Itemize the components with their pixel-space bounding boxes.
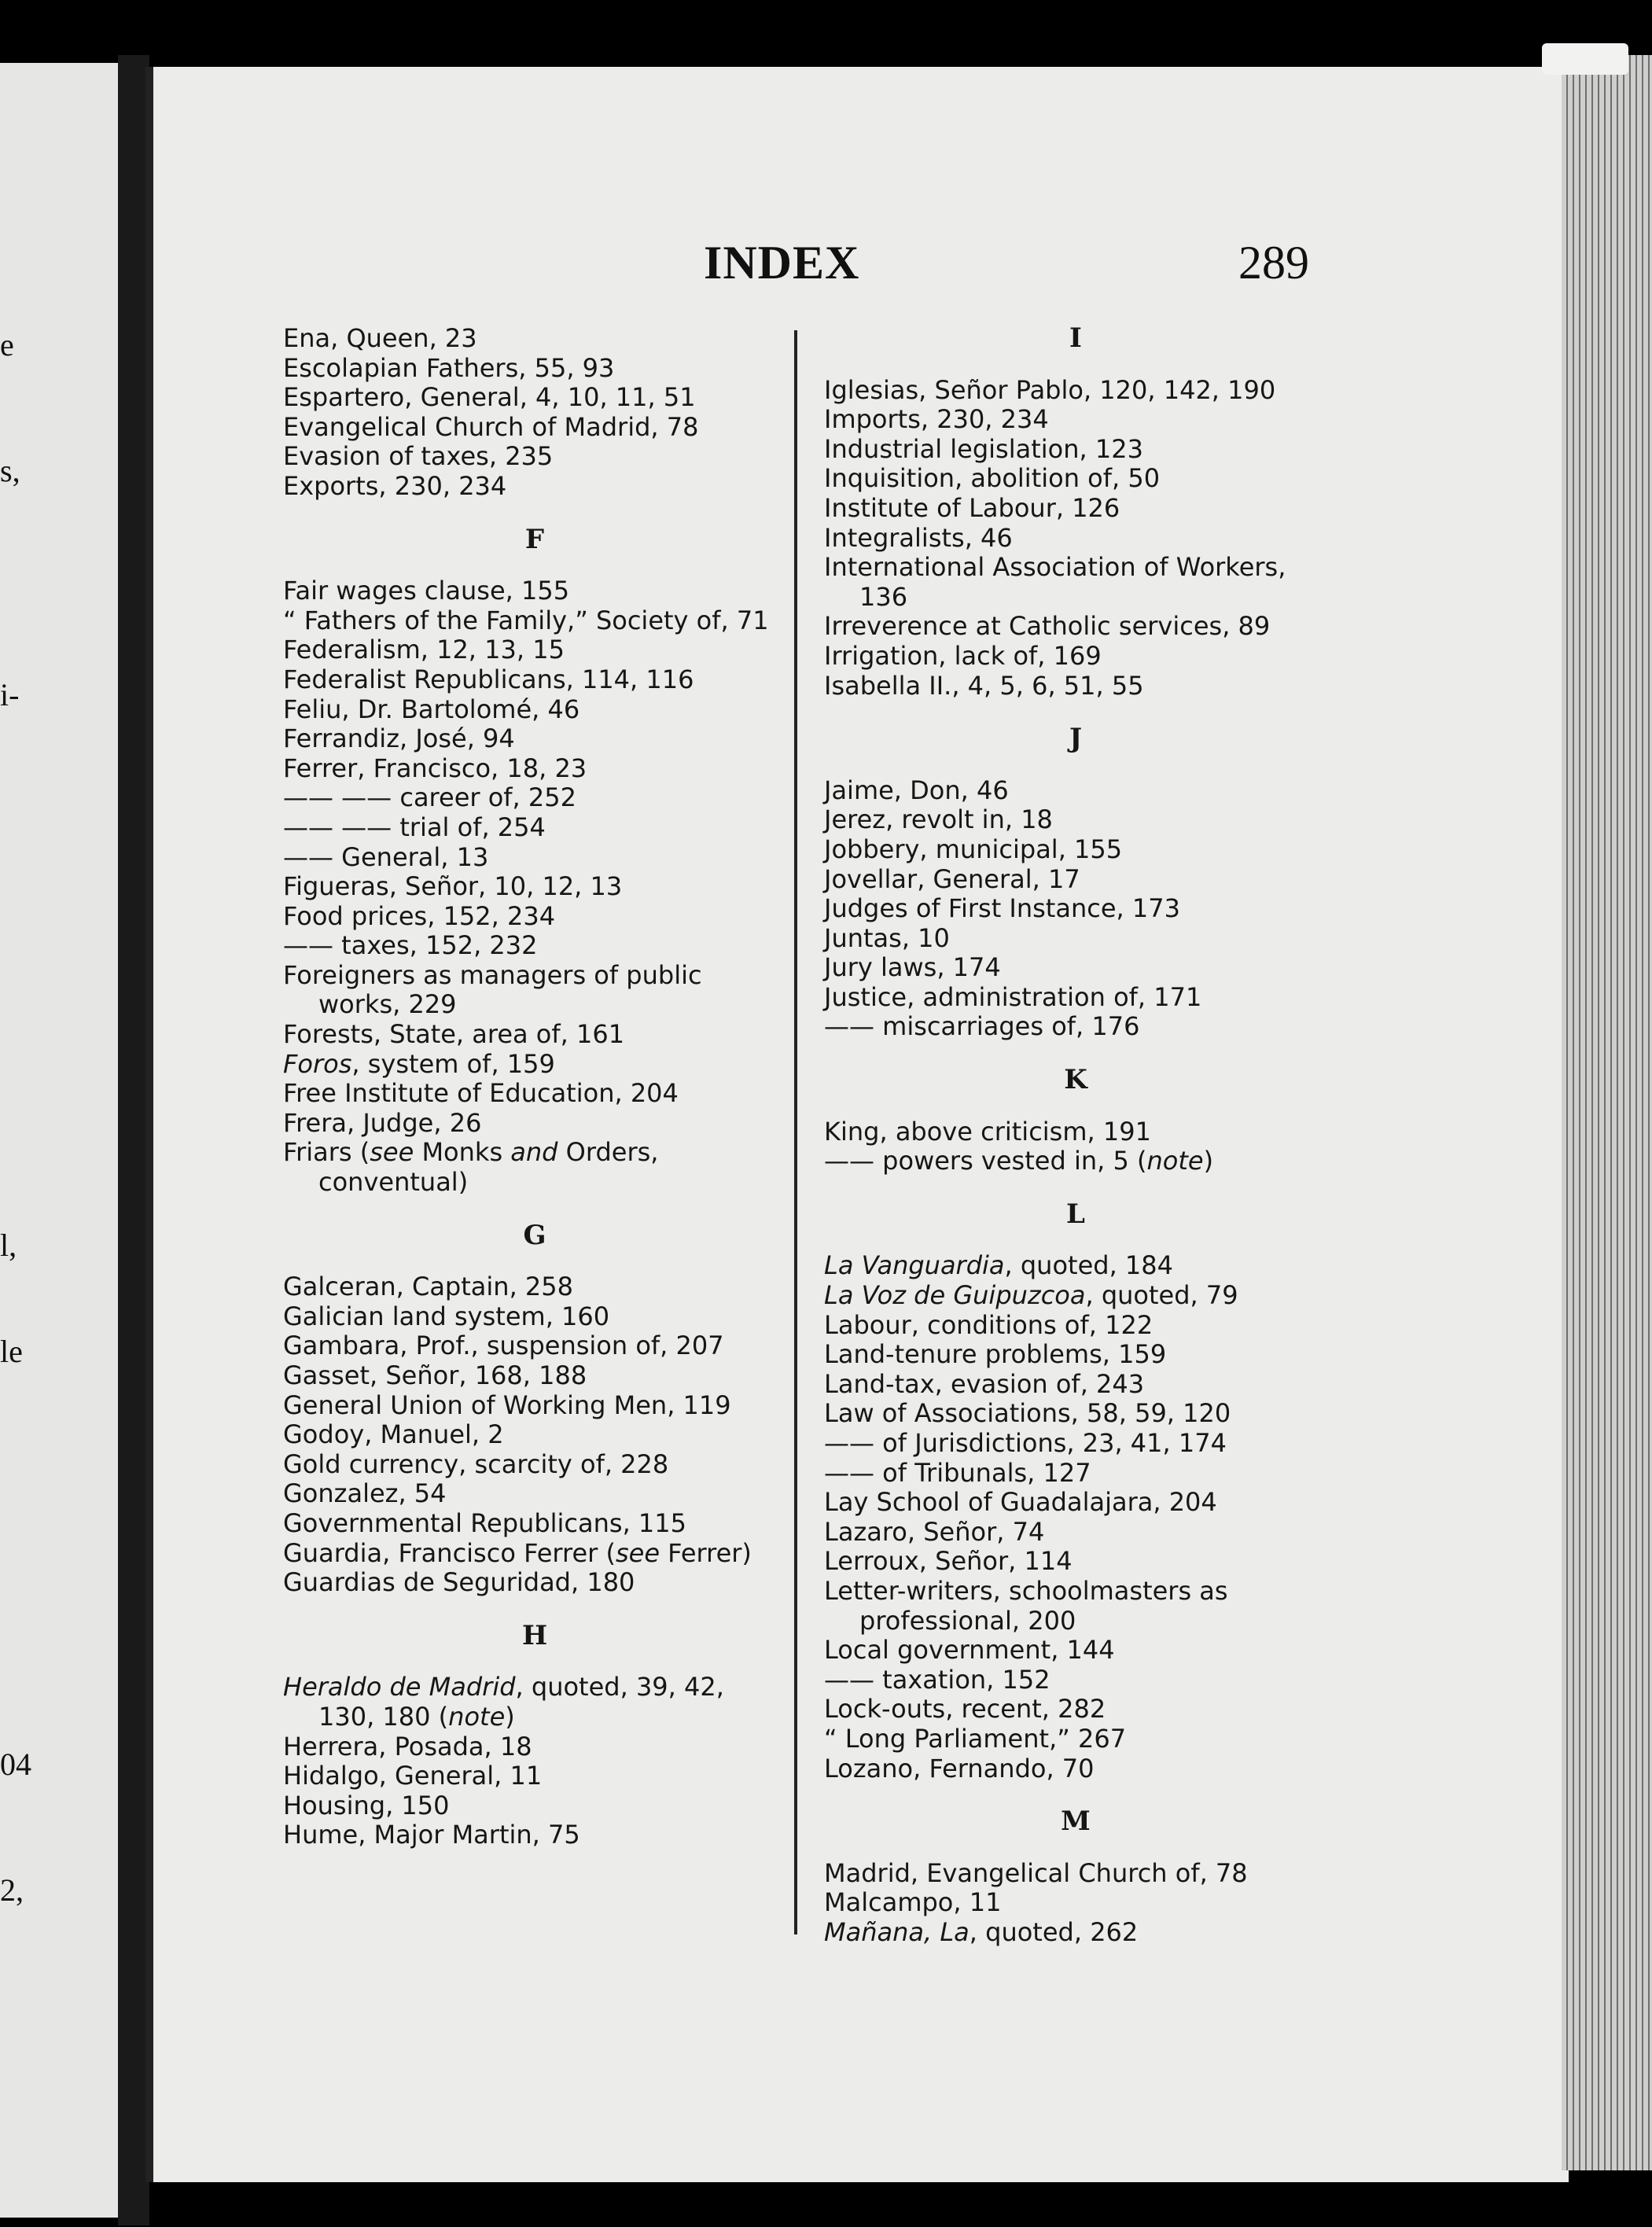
- index-entry: Evangelical Church of Madrid, 78: [283, 411, 699, 442]
- index-entry: Jovellar, General, 17: [824, 863, 1080, 894]
- index-entry: La Voz de Guipuzcoa, quoted, 79: [824, 1280, 1238, 1311]
- section-letter: K: [1064, 1064, 1087, 1096]
- index-entry: Imports, 230, 234: [824, 404, 1049, 435]
- index-entry: Friars (see Monks and Orders, conventual): [283, 1137, 659, 1198]
- index-entry: Inquisition, abolition of, 50: [824, 463, 1161, 494]
- index-entry: Institute of Labour, 126: [824, 492, 1120, 523]
- page-title: INDEX: [704, 237, 860, 289]
- section-letter: H: [521, 1619, 548, 1651]
- index-entry: Forests, State, area of, 161: [283, 1019, 625, 1050]
- section-letter: G: [523, 1219, 546, 1251]
- index-entry: Judges of First Instance, 173: [824, 893, 1180, 924]
- index-entry: —— miscarriages of, 176: [824, 1011, 1140, 1042]
- index-entry: La Vanguardia, quoted, 184: [824, 1250, 1173, 1281]
- index-entry: Malcampo, 11: [824, 1887, 1002, 1918]
- prev-page-fragment: 2,: [0, 1872, 24, 1908]
- index-entry: Hidalgo, General, 11: [283, 1761, 543, 1791]
- index-column-right: [824, 324, 1327, 1948]
- index-entry: Iglesias, Señor Pablo, 120, 142, 190: [824, 374, 1276, 405]
- index-entry: Figueras, Señor, 10, 12, 13: [283, 871, 623, 902]
- index-entry: Jobbery, municipal, 155: [824, 834, 1123, 864]
- index-entry: Frera, Judge, 26: [283, 1107, 482, 1138]
- section-letter: J: [1069, 723, 1083, 755]
- page-edges: [1562, 55, 1652, 2170]
- section-letter: L: [1066, 1198, 1085, 1230]
- index-entry: International Association of Workers, 136: [824, 552, 1286, 612]
- index-entry: Escolapian Fathers, 55, 93: [283, 352, 615, 383]
- index-entry: Madrid, Evangelical Church of, 78: [824, 1857, 1248, 1888]
- index-entry: Mañana, La, quoted, 262: [824, 1916, 1139, 1947]
- index-entry: —— powers vested in, 5 (note): [824, 1146, 1214, 1176]
- index-entry: Galceran, Captain, 258: [283, 1272, 573, 1302]
- index-entry: Food prices, 152, 234: [283, 900, 556, 931]
- index-entry: Hume, Major Martin, 75: [283, 1820, 580, 1850]
- index-entry: “ Long Parliament,” 267: [824, 1723, 1127, 1754]
- index-entry: Labour, conditions of, 122: [824, 1309, 1153, 1340]
- index-entry: Lozano, Fernando, 70: [824, 1753, 1095, 1783]
- index-entry: Lazaro, Señor, 74: [824, 1516, 1045, 1547]
- index-entry: Jerez, revolt in, 18: [824, 804, 1053, 835]
- index-entry: —— —— career of, 252: [283, 782, 576, 813]
- prev-page-fragment: i-: [0, 677, 20, 712]
- index-entry: Integralists, 46: [824, 522, 1013, 553]
- index-entry: Industrial legislation, 123: [824, 433, 1143, 464]
- index-entry: Jaime, Don, 46: [824, 775, 1009, 805]
- index-entry: Law of Associations, 58, 59, 120: [824, 1398, 1231, 1429]
- index-entry: “ Fathers of the Family,” Society of, 71: [283, 605, 769, 635]
- index-entry: Local government, 144: [824, 1635, 1115, 1666]
- index-entry: Ferrandiz, José, 94: [283, 723, 515, 754]
- index-entry: Ena, Queen, 23: [283, 323, 477, 353]
- index-entry: Federalism, 12, 13, 15: [283, 635, 565, 665]
- index-entry: Espartero, General, 4, 10, 11, 51: [283, 382, 696, 413]
- prev-page-fragment: 04: [0, 1747, 31, 1782]
- index-entry: General Union of Working Men, 119: [283, 1390, 731, 1420]
- index-entry: Exports, 230, 234: [283, 470, 507, 501]
- page-number: 289: [1238, 237, 1309, 289]
- index-entry: Guardias de Seguridad, 180: [283, 1567, 635, 1598]
- previous-page-edge: [0, 63, 118, 2218]
- index-entry: Guardia, Francisco Ferrer (see Ferrer): [283, 1537, 752, 1568]
- section-letter: I: [1069, 322, 1082, 354]
- index-entry: Jury laws, 174: [824, 952, 1001, 983]
- index-entry: —— —— trial of, 254: [283, 812, 546, 842]
- index-entry: Feliu, Dr. Bartolomé, 46: [283, 694, 580, 724]
- index-entry: —— taxes, 152, 232: [283, 930, 538, 961]
- section-letter: M: [1061, 1806, 1091, 1838]
- index-entry: —— of Jurisdictions, 23, 41, 174: [824, 1428, 1227, 1458]
- index-entry: Gonzalez, 54: [283, 1478, 447, 1509]
- index-entry: Lerroux, Señor, 114: [824, 1546, 1073, 1577]
- index-entry: Foros, system of, 159: [283, 1048, 555, 1079]
- book-spine-gutter: [118, 55, 149, 2225]
- index-entry: Land-tax, evasion of, 243: [824, 1368, 1145, 1399]
- index-entry: Herrera, Posada, 18: [283, 1731, 532, 1761]
- index-entry: Irreverence at Catholic services, 89: [824, 611, 1271, 642]
- prev-page-fragment: s,: [0, 453, 20, 488]
- index-entry: Letter-writers, schoolmasters as professional, 200: [824, 1575, 1228, 1636]
- column-divider: [794, 330, 797, 1934]
- index-entry: Heraldo de Madrid, quoted, 39, 42, 130, 180 (note): [283, 1672, 724, 1732]
- index-entry: Housing, 150: [283, 1790, 450, 1820]
- index-entry: Godoy, Manuel, 2: [283, 1419, 504, 1450]
- paper-tab: [1542, 43, 1628, 75]
- index-entry: Federalist Republicans, 114, 116: [283, 664, 694, 694]
- index-entry: Free Institute of Education, 204: [283, 1078, 679, 1109]
- index-entry: Gold currency, scarcity of, 228: [283, 1448, 669, 1479]
- index-entry: Galician land system, 160: [283, 1301, 610, 1331]
- index-entry: Gasset, Señor, 168, 188: [283, 1360, 587, 1390]
- index-entry: King, above criticism, 191: [824, 1116, 1151, 1147]
- index-entry: Justice, administration of, 171: [824, 981, 1202, 1012]
- index-entry: Evasion of taxes, 235: [283, 441, 554, 472]
- index-column-left: [283, 324, 786, 1850]
- index-entry: Fair wages clause, 155: [283, 576, 570, 606]
- prev-page-fragment: e: [0, 327, 14, 363]
- index-entry: Foreigners as managers of public works, 229: [283, 959, 702, 1020]
- index-entry: Lay School of Guadalajara, 204: [824, 1487, 1217, 1518]
- index-entry: Lock-outs, recent, 282: [824, 1694, 1106, 1725]
- index-entry: Juntas, 10: [824, 922, 950, 953]
- index-entry: —— taxation, 152: [824, 1664, 1050, 1695]
- prev-page-fragment: l,: [0, 1228, 17, 1263]
- index-entry: Governmental Republicans, 115: [283, 1507, 686, 1538]
- prev-page-fragment: le: [0, 1334, 23, 1369]
- index-entry: Gambara, Prof., suspension of, 207: [283, 1331, 724, 1361]
- index-entry: Ferrer, Francisco, 18, 23: [283, 753, 587, 783]
- index-entry: —— General, 13: [283, 841, 489, 872]
- index-entry: Land-tenure problems, 159: [824, 1339, 1167, 1370]
- section-letter: F: [524, 523, 545, 555]
- index-entry: Irrigation, lack of, 169: [824, 640, 1102, 671]
- index-entry: —— of Tribunals, 127: [824, 1457, 1091, 1488]
- index-entry: Isabella II., 4, 5, 6, 51, 55: [824, 670, 1144, 701]
